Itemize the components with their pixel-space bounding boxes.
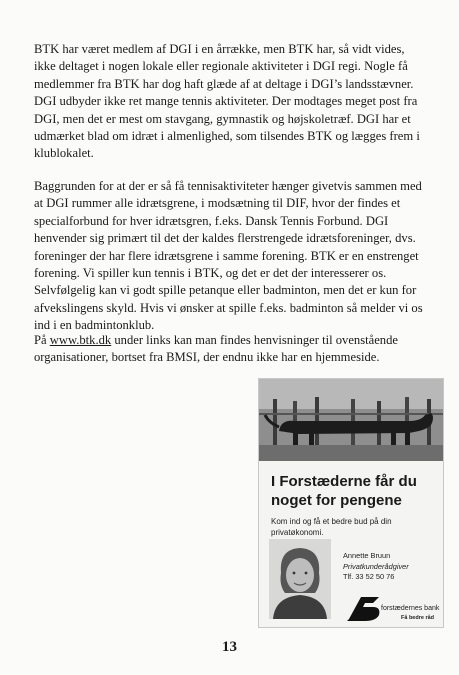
advisor-portrait <box>269 539 331 619</box>
bank-slogan: Få bedre råd <box>401 615 435 621</box>
bank-advertisement <box>258 378 444 628</box>
ad-body-text: Kom ind og få et bedre bud på din privatøkonomi. <box>271 517 392 537</box>
advisor-phone: Tlf. 33 52 50 76 <box>343 572 395 582</box>
advisor-contact <box>343 551 438 583</box>
advisor-name: Annette Bruun <box>343 551 391 560</box>
paragraph-background: Baggrunden for at der er så få tennisaktiviteter hænger givetvis sammen med at DGI rummer alle idrætsgrene, i modsætning til DIF, hvor der findes et specialforbund for hver idrætsgren, f.eks. Dansk Tennis Forbund. DGI henvender sig primært til det der kaldes flerstrengede idrætsforeninger, dvs. foreninger der har flere idrætsgrene i samme forening. BTK er en enstrenget forening. Vi spiller kun tennis i BTK, og det er det der interesserer os. Selvfølgelig kan vi godt spille petanque eller badminton, men det er kun for afvekslingens skyld. Hvis vi ønsker at spille f.eks. badminton så melder vi os ind i en badmintonklub. <box>34 179 423 333</box>
btk-website-link[interactable]: www.btk.dk <box>49 333 112 347</box>
paragraph-dgi-membership: BTK har været medlem af DGI i en årrække, men BTK har, så vidt vides, ikke deltaget i nogen lokale eller regionale aktiviteter i DGI regi. Nogle få medlemmer fra BTK har dog haft glæde af at deltage i DGI’s landsstævner. DGI udbyder ikke ret mange tennis aktiviteter. Der modtages meget post fra DGI, men det er mest om stavgang, gymnastik og højskoletræf. DGI har et udmærket blad om idræt i almenlighed, som tilsendes BTK og lægges frem i klublokalet. <box>34 42 420 161</box>
page-number: 13 <box>222 639 237 655</box>
paragraph-links <box>34 332 426 367</box>
ad-headline: I Forstæderne får du noget for pengene <box>271 473 417 509</box>
paragraph-links-before: På <box>34 333 50 347</box>
paragraph-links-after: under links kan man findes henvisninger til ovenstående organisationer, bortset fra BMSI, der endnu ikke har en hjemmeside. <box>34 333 398 365</box>
advisor-role: Privatkunderådgiver <box>343 561 409 571</box>
dachshund-photo <box>259 379 443 461</box>
bank-name: forstædernes bank <box>381 605 440 612</box>
